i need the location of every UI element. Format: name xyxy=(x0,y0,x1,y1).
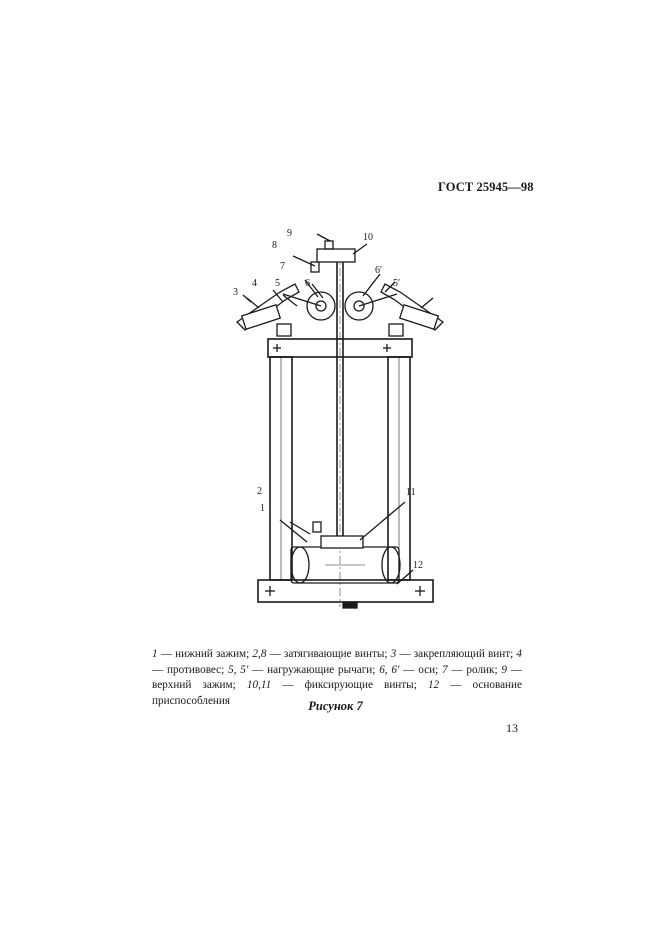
page-number: 13 xyxy=(506,721,518,735)
callout-7: 7 xyxy=(280,261,285,272)
document-header: ГОСТ 25945—98 xyxy=(438,180,534,194)
legend-num: 1 xyxy=(152,648,158,660)
callout-9: 9 xyxy=(287,228,292,239)
legend-num: 7 xyxy=(442,663,448,676)
legend-text: — нагружающие рычаги; xyxy=(248,663,380,676)
legend-text: — оси; xyxy=(399,663,443,676)
legend-text: — верхний зажим; xyxy=(152,663,523,691)
callout-4: 4 xyxy=(252,278,257,289)
callout-5-prime: 5′ xyxy=(393,278,401,289)
legend-text: — нижний зажим; xyxy=(157,648,253,660)
legend-text: — закрепляющий винт; xyxy=(396,648,517,660)
legend-text: — ролик; xyxy=(447,663,502,676)
legend-num: 3 xyxy=(390,648,397,660)
technical-drawing xyxy=(225,222,455,617)
figure-title-text: Рисунок 7 xyxy=(308,699,363,713)
callout-11: 11 xyxy=(406,487,416,498)
callout-1: 1 xyxy=(260,503,265,514)
legend-text: — затягивающие винты; xyxy=(266,648,391,660)
legend-num: 6, 6′ xyxy=(379,663,400,676)
callout-5: 5 xyxy=(275,278,280,289)
callout-12: 12 xyxy=(413,560,423,571)
legend-num: 5, 5′ xyxy=(228,663,249,676)
legend-num: 4 xyxy=(516,648,522,660)
legend-num: 2,8 xyxy=(252,648,267,660)
legend-text: — противовес; xyxy=(152,663,229,676)
legend-num: 12 xyxy=(427,679,440,691)
legend-text: — основание приспособления xyxy=(152,679,522,707)
callout-6: 6 xyxy=(305,278,310,289)
callout-2: 2 xyxy=(257,486,262,497)
apparatus-drawing xyxy=(225,222,455,617)
callout-8: 8 xyxy=(272,240,277,251)
callout-3: 3 xyxy=(233,287,238,298)
figure-title xyxy=(0,699,661,714)
callout-6-prime: 6′ xyxy=(375,265,383,276)
legend-num: 10,11 xyxy=(246,679,272,691)
legend-text: — фиксирующие винты; xyxy=(271,679,428,691)
callout-10: 10 xyxy=(363,232,373,243)
legend-num: 9 xyxy=(501,663,507,676)
